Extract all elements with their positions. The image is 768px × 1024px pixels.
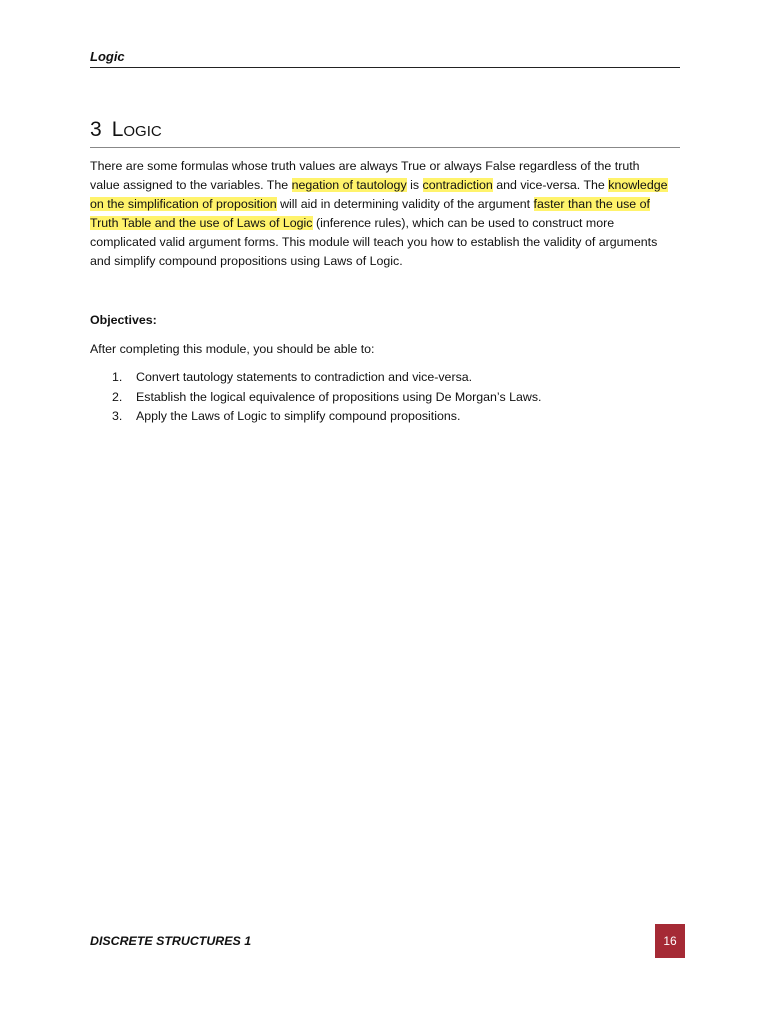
objectives-intro: After completing this module, you should be able to: xyxy=(90,342,375,356)
page-number: 16 xyxy=(663,934,677,948)
running-header xyxy=(90,48,680,68)
objectives-list xyxy=(110,368,670,427)
highlight-faster-than-truth-table: faster than the use of Truth Table and the use of Laws of Logic xyxy=(90,197,650,230)
list-item xyxy=(110,388,670,408)
highlight-negation-of-tautology: negation of tautology xyxy=(291,178,407,192)
list-marker: 2. xyxy=(112,389,123,404)
page-number-badge xyxy=(655,924,685,958)
highlight-knowledge-simplification: knowledge on the simplification of proposition xyxy=(90,178,668,211)
list-marker: 3. xyxy=(112,409,123,423)
chapter-heading xyxy=(90,116,680,148)
footer-course-title: DISCRETE STRUCTURES 1 xyxy=(90,934,252,948)
intro-text: (inference rules), which can be used to construct more complicated valid argument forms. This module will teach you how to establish the validity of arguments and simplify compound propositions using Laws of Logic. xyxy=(90,216,658,268)
intro-text: There are some formulas whose truth values are always True or always False regardless of the truth value assigned to the variables. The xyxy=(90,159,640,192)
list-item xyxy=(110,368,670,388)
objectives-heading: Objectives: xyxy=(90,313,157,327)
list-marker: 1. xyxy=(112,370,123,384)
list-item xyxy=(110,407,670,427)
intro-paragraph xyxy=(90,157,670,271)
chapter-title: Logic xyxy=(111,118,162,141)
chapter-number: 3 xyxy=(90,118,102,141)
intro-text: and vice-versa. The xyxy=(492,178,609,192)
running-header-title: Logic xyxy=(90,49,125,64)
list-item-text: Apply the Laws of Logic to simplify compound propositions. xyxy=(136,409,461,423)
intro-text: will aid in determining validity of the argument xyxy=(276,197,534,211)
highlight-contradiction: contradiction xyxy=(422,178,493,192)
list-item-text: Convert tautology statements to contradiction and vice-versa. xyxy=(136,370,473,384)
list-item-text: Establish the logical equivalence of propositions using De Morgan’s Laws. xyxy=(136,389,542,404)
intro-text: is xyxy=(406,178,423,192)
